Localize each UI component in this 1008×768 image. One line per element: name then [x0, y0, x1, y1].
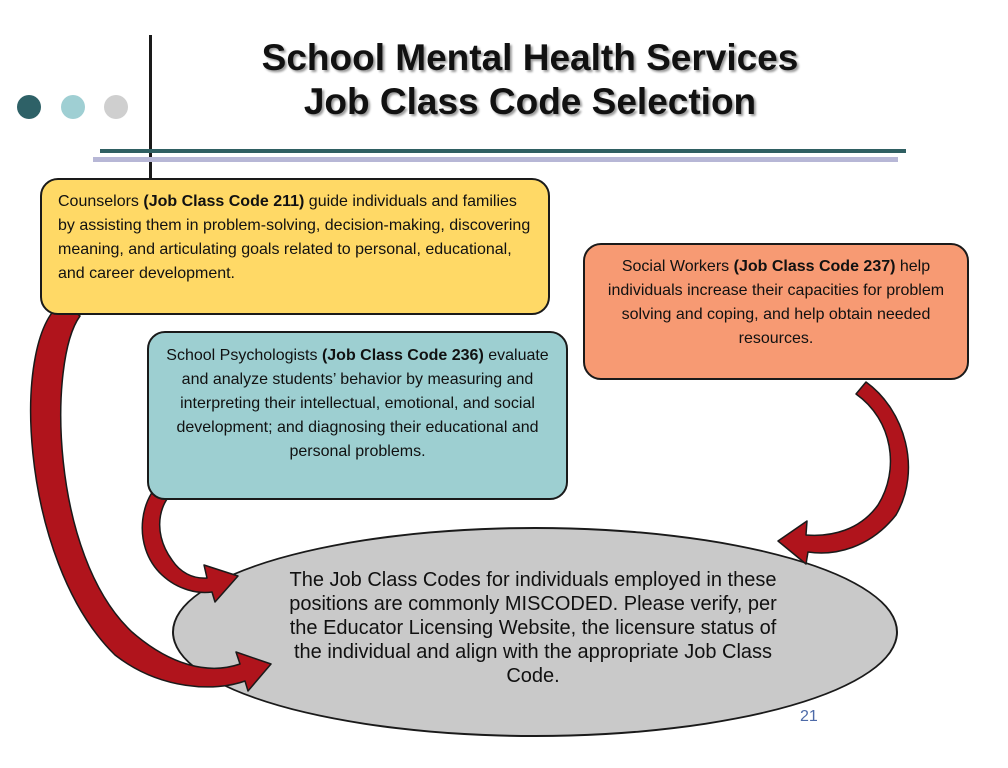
social-workers-description: help individuals increase their capacities for problem solving and coping, and help obtain needed resources.: [607, 258, 945, 347]
page-number: 21: [800, 708, 818, 725]
arrow-social-to-note: [778, 382, 908, 564]
title-line-1: School Mental Health Services: [261, 37, 799, 78]
counselors-code: (Job Class Code 211): [143, 193, 305, 210]
social-workers-box: [583, 243, 969, 380]
psychologists-code: (Job Class Code 236): [321, 347, 484, 364]
counselors-description: guide individuals and families by assisting them in problem-solving, decision-making, discovering meaning, and articulating goals related to personal, educational, and career development.: [58, 193, 531, 282]
psychologists-description: evaluate and analyze students’ behavior by measuring and interpreting their intellectual, emotional, and social development; and diagnosing their educational and personal problems.: [176, 347, 549, 460]
social-workers-role: Social Workers: [621, 258, 730, 275]
note-text: The Job Class Codes for individuals employed in these positions are commonly MISCODED. Please verify, per the Educator Licensing Website, the licensure status of the individual and align with the appropriate Job Class Code.: [289, 569, 777, 687]
counselors-box: [40, 178, 550, 315]
psychologists-role: School Psychologists: [166, 347, 318, 364]
social-workers-code: (Job Class Code 237): [733, 258, 896, 275]
psychologists-box: [147, 331, 568, 500]
counselors-role: Counselors: [58, 193, 139, 210]
title-line-2: Job Class Code Selection: [303, 81, 757, 122]
